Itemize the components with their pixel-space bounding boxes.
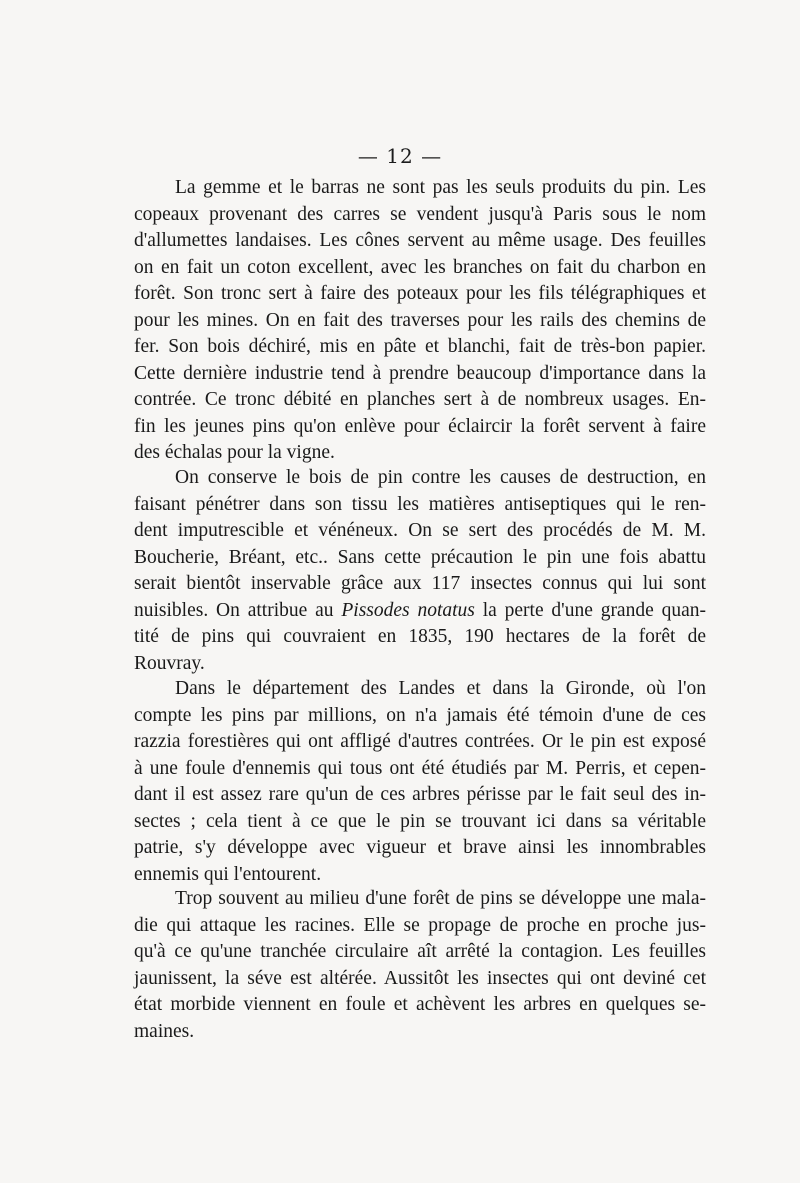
paragraph-2 — [134, 465, 706, 677]
text-line: On conserve le bois de pin contre les causes de destruction, en — [175, 467, 706, 488]
text-line: fin les jeunes pins qu'on enlève pour éclaircir la forêt servent à faire — [134, 415, 706, 437]
paragraph-4 — [134, 886, 706, 1045]
text-line: contrée. Ce tronc débité en planches sert à de nombreux usages. En- — [134, 389, 706, 410]
text-line: Cette dernière industrie tend à prendre beaucoup d'importance dans la — [134, 362, 706, 384]
text-line: fer. Son bois déchiré, mis en pâte et blanchi, fait de très-bon papier. — [134, 336, 706, 357]
text-line: à une foule d'ennemis qui tous ont été étudiés par M. Perris, et cepen- — [134, 757, 706, 779]
text-line: compte les pins par millions, on n'a jamais été témoin d'une de ces — [134, 704, 706, 726]
text-line: dent imputrescible et vénéneux. On se sert des procédés de M. M. — [134, 520, 706, 541]
text-line: La gemme et le barras ne sont pas les seuls produits du pin. Les — [175, 177, 706, 198]
text-line: jaunissent, la séve est altérée. Aussitôt les insectes qui ont deviné cet — [134, 967, 706, 989]
text-line: patrie, s'y développe avec vigueur et brave ainsi les innombrables — [134, 837, 706, 858]
text-line: copeaux provenant des carres se vendent jusqu'à Paris sous le nom — [134, 203, 706, 225]
text-line: dant il est assez rare qu'un de ces arbres périsse par le fait seul des in- — [134, 784, 706, 805]
text-line: die qui attaque les racines. Elle se propage de proche en proche jus- — [134, 914, 706, 936]
text-line: serait bientôt inservable grâce aux 117 insectes connus qui lui sont — [134, 573, 706, 594]
text-line: pour les mines. On en fait des traverses pour les rails des chemins de — [134, 309, 706, 331]
text-line: Trop souvent au milieu d'une forêt de pins se développe une mala- — [175, 888, 706, 909]
paragraph-3 — [134, 676, 706, 888]
text-line: Dans le département des Landes et dans la Gironde, où l'on — [175, 678, 706, 699]
text-line-with-italic — [134, 598, 706, 625]
text-line: d'allumettes landaises. Les cônes servent au même usage. Des feuilles — [134, 230, 706, 251]
text-line: on en fait un coton excellent, avec les branches on fait du charbon en — [134, 256, 706, 278]
page-number: — 12 — — [357, 144, 443, 168]
text-line: razzia forestières qui ont affligé d'autres contrées. Or le pin est exposé — [134, 731, 706, 752]
text-line: qu'à ce qu'une tranchée circulaire aît arrêté la contagion. Les feuilles — [134, 941, 706, 962]
text-line: état morbide viennent en foule et achèvent les arbres en quelques se- — [134, 994, 706, 1015]
text-line: tité de pins qui couvraient en 1835, 190 hectares de la forêt de — [134, 626, 706, 647]
text-line: Boucherie, Bréant, etc.. Sans cette précaution le pin une fois abattu — [134, 546, 706, 568]
text-fragment: nuisibles. On attribue au — [134, 599, 342, 621]
text-line: forêt. Son tronc sert à faire des poteaux pour les fils télégraphiques et — [134, 283, 706, 304]
text-fragment: la perte d'une grande quan- — [474, 599, 706, 621]
text-line: maines. — [134, 1020, 195, 1042]
text-line: des échalas pour la vigne. — [134, 442, 335, 463]
paragraph-1 — [134, 175, 706, 467]
text-line: ennemis qui l'entourent. — [134, 863, 322, 885]
text-line: sectes ; cela tient à ce que le pin se trouvant ici dans sa véritable — [134, 810, 706, 832]
italic-species-name: Pissodes notatus — [341, 599, 475, 621]
text-line: faisant pénétrer dans son tissu les matières antiseptiques qui le ren- — [134, 493, 706, 515]
text-line: Rouvray. — [134, 652, 205, 674]
